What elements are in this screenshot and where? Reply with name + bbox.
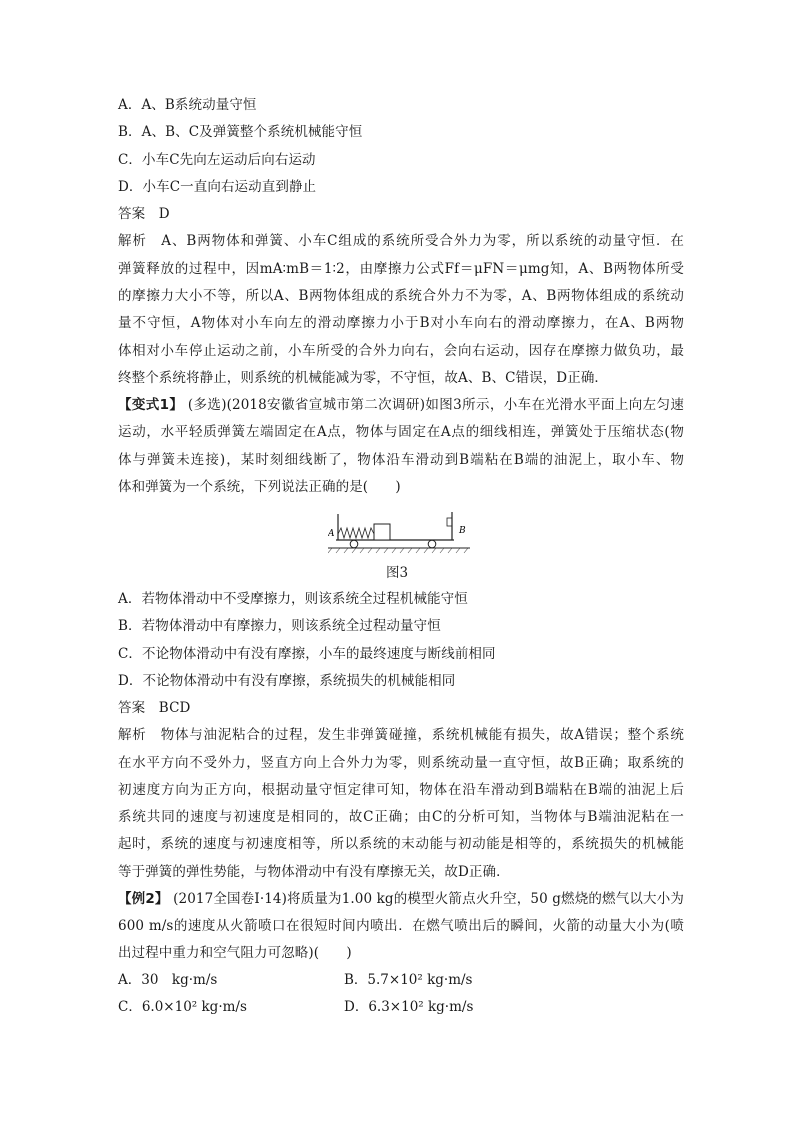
variant1-analysis-line: 初速度方向为正方向，根据动量守恒定律可知，物体在沿车滑动到B端粘在B端的油泥上后	[118, 782, 684, 798]
variant1-analysis-line: 解析 物体与油泥粘合的过程，发生非弹簧碰撞，系统机械能有损失，故A错误；整个系统	[118, 727, 684, 743]
variant1-analysis-line: 在水平方向不受外力，竖直方向上合外力为零，则系统动量一直守恒，故B正确；取系统的	[118, 755, 684, 771]
variant1-stem-line: 体与弹簧未连接)，某时刻细线断了，物体沿车滑动到B端粘在B端的油泥上，取小车、物	[118, 452, 684, 468]
ex1-option-a: A．A、B系统动量守恒	[118, 97, 257, 113]
ex2-stem-line: 【例2】 (2017全国卷Ⅰ·14)将质量为1.00 kg的模型火箭点火升空，50 g燃烧的燃气以大小为	[118, 891, 684, 907]
ex2-option-d: D．6.3×10² kg·m/s	[344, 999, 474, 1015]
ex1-analysis-line: 终整个系统将静止，则系统的机械能减为零，不守恒，故A、B、C错误，D正确．	[118, 370, 609, 386]
variant1-option-d: D．不论物体滑动中有没有摩擦，系统损失的机械能相同	[118, 673, 456, 689]
point-b-label: B	[459, 526, 466, 536]
ex2-option-b: B．5.7×10² kg·m/s	[344, 972, 473, 988]
figure-caption: 图3	[385, 565, 409, 581]
variant1-stem-line: 运动，水平轻质弹簧左端固定在A点，物体与固定在A点的细线相连，弹簧处于压缩状态(物	[118, 424, 684, 440]
variant1-option-c: C．不论物体滑动中有没有摩擦，小车的最终速度与断线前相同	[118, 646, 496, 662]
variant1-stem-line: 【变式1】 (多选)(2018安徽省宣城市第二次调研)如图3所示，小车在光滑水平面上向左匀速	[118, 397, 684, 413]
ex2-label: 【例2】	[118, 891, 169, 907]
variant1-label: 【变式1】	[118, 397, 184, 413]
ex2-stem-line: 出过程中重力和空气阻力可忽略)( )	[118, 945, 352, 961]
ex1-analysis-line: 的摩擦力大小不等，所以A、B两物体组成的系统合外力不为零，A、B两物体组成的系统动	[118, 288, 684, 304]
ex1-analysis-line: 体相对小车停止运动之前，小车所受的合外力向右，会向右运动，因存在摩擦力做负功，最	[118, 343, 684, 359]
variant1-option-b: B．若物体滑动中有摩擦力，则该系统全过程动量守恒	[118, 618, 441, 634]
variant1-analysis-line: 起时，系统的速度与初速度相等，所以系统的末动能与初动能是相等的，系统损失的机械能	[118, 836, 684, 852]
variant1-answer: 答案 BCD	[118, 700, 191, 716]
ex1-option-b: B．A、B、C及弹簧整个系统机械能守恒	[118, 124, 363, 140]
variant1-analysis-line: 等于弹簧的弹性势能，与物体滑动中有没有摩擦无关，故D正确．	[118, 864, 510, 880]
variant1-stem-line: 体和弹簧为一个系统，下列说法正确的是( )	[118, 479, 401, 495]
ex1-option-c: C．小车C先向左运动后向右运动	[118, 152, 316, 168]
ex1-answer: 答案 D	[118, 206, 170, 222]
ex1-analysis-line: 解析 A、B两物体和弹簧、小车C组成的系统所受合外力为零，所以系统的动量守恒．在	[118, 233, 684, 249]
ex2-stem-line: 600 m/s的速度从火箭喷口在很短时间内喷出．在燃气喷出后的瞬间，火箭的动量大小为(喷	[118, 918, 684, 934]
ex2-option-a: A．30 kg·m/s	[118, 972, 218, 988]
ex2-option-c: C．6.0×10² kg·m/s	[118, 999, 247, 1015]
point-a-label: A	[328, 529, 335, 539]
ex1-analysis-line: 弹簧释放的过程中，因mA∶mB＝1∶2，由摩擦力公式Ff＝μFN＝μmg知，A、B两物体所受	[118, 261, 684, 277]
ex1-option-d: D．小车C一直向右运动直到静止	[118, 179, 317, 195]
variant1-option-a: A．若物体滑动中不受摩擦力，则该系统全过程机械能守恒	[118, 591, 468, 607]
ex1-analysis-line: 量不守恒，A物体对小车向左的滑动摩擦力小于B对小车向右的滑动摩擦力，在A、B两物	[118, 315, 684, 331]
variant1-analysis-line: 系统共同的速度与初速度是相同的，故C正确；由C的分析可知，当物体与B端油泥粘在一	[118, 809, 684, 825]
cart-spring-diagram	[328, 506, 478, 554]
